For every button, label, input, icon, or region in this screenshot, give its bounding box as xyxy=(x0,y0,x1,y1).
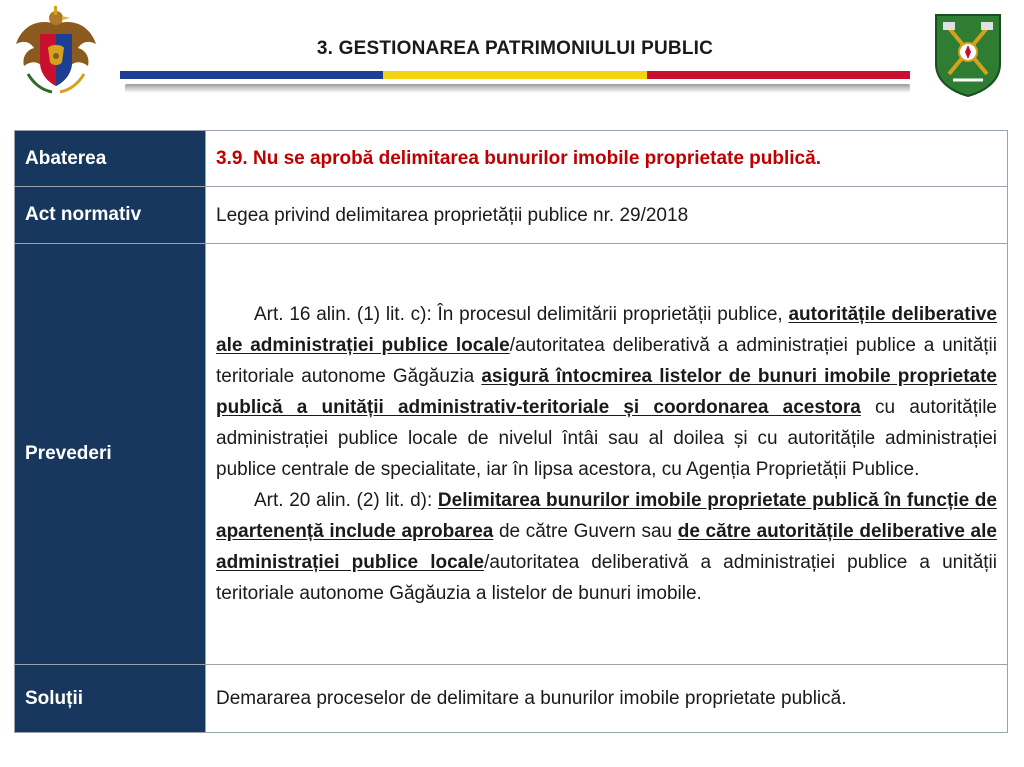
row-value-prevederi xyxy=(206,244,1008,665)
row-value-act-normativ: Legea privind delimitarea proprietății publice nr. 29/2018 xyxy=(206,187,1008,244)
art16-emphasis-1: autoritățile deliberative ale administrației publice locale xyxy=(216,304,997,356)
table-row-act-normativ xyxy=(15,187,1008,244)
paragraph-art-16 xyxy=(216,299,997,485)
slide-title: 3. GESTIONAREA PATRIMONIULUI PUBLIC xyxy=(316,38,714,59)
row-value-solutii: Demararea proceselor de delimitare a bunurilor imobile proprietate publică. xyxy=(206,665,1008,733)
art20-text-2: de către Guvern sau xyxy=(493,521,678,542)
art20-text-1: Art. 20 alin. (2) lit. d): xyxy=(254,490,438,511)
table-row-abaterea xyxy=(15,131,1008,187)
art20-emphasis-1: Delimitarea bunurilor imobile proprietate publică în funcție de apartenență include aprobarea xyxy=(216,490,997,542)
row-label-act-normativ: Act normativ xyxy=(15,187,206,244)
art16-text-1: Art. 16 alin. (1) lit. c): În procesul delimitării proprietății publice, xyxy=(254,304,789,325)
row-label-prevederi: Prevederi xyxy=(15,244,206,665)
art16-text-3: cu autoritățile administrației publice locale de nivelul întâi sau al doilea și cu autoritățile administrației publice centrale de specialitate, iar în lipsa acestora, cu Agenția Proprietății Publice. xyxy=(216,397,997,480)
institution-shield-icon xyxy=(933,12,1003,98)
flag-stripe-red xyxy=(647,71,910,79)
flag-stripe-blue xyxy=(120,71,383,79)
paragraph-art-20 xyxy=(216,485,997,609)
row-label-solutii: Soluții xyxy=(15,665,206,733)
moldova-coat-of-arms-icon xyxy=(8,4,104,100)
flag-stripe-yellow xyxy=(383,71,646,79)
art20-emphasis-2: de către autoritățile deliberative ale administrației publice locale xyxy=(216,521,997,573)
tricolor-bar xyxy=(120,71,910,79)
row-label-abaterea: Abaterea xyxy=(15,131,206,187)
deviation-table xyxy=(14,130,1008,733)
table-row-prevederi xyxy=(15,244,1008,665)
art20-text-3: /autoritatea deliberativă a administrației publice a unității teritoriale autonome Găgăuzia a listelor de bunuri imobile. xyxy=(216,552,997,604)
art16-text-2: /autoritatea deliberativă a administrației publice a unității teritoriale autonome Găgăuzia xyxy=(216,335,997,387)
table-row-solutii xyxy=(15,665,1008,733)
header-shadow xyxy=(125,84,910,93)
art16-emphasis-2: asigură întocmirea listelor de bunuri imobile proprietate publică a unității administrativ-teritoriale și coordonarea acestora xyxy=(216,366,997,418)
row-value-abaterea: 3.9. Nu se aprobă delimitarea bunurilor imobile proprietate publică. xyxy=(206,131,1008,187)
